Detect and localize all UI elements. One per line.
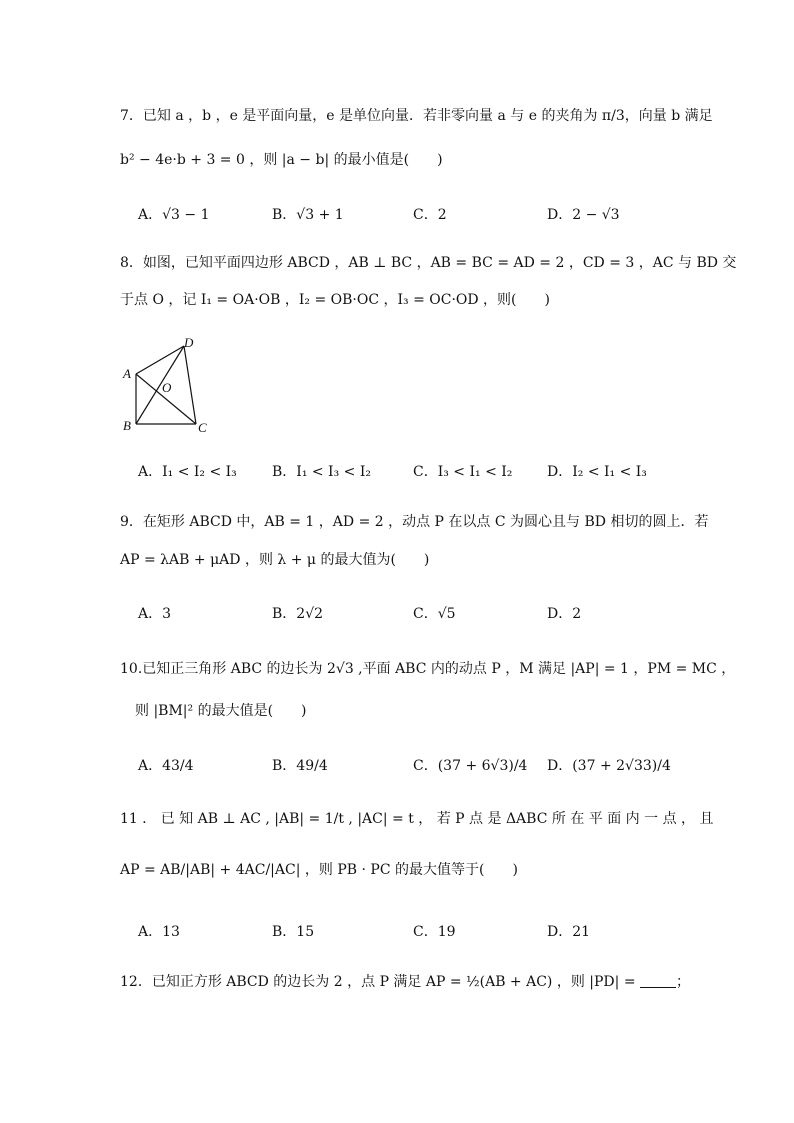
q8-option-a: A．I₁ < I₂ < I₃ (138, 464, 237, 480)
q8-option-d: D．I₂ < I₁ < I₃ (547, 464, 647, 480)
q9-option-a: A．3 (138, 606, 172, 622)
q9-line1: 9．在矩形 ABCD 中，AB = 1 ，AD = 2 ，动点 P 在以点 C 为圆心且与 BD 相切的圆上．若 (120, 514, 709, 530)
q11-option-b: B．15 (272, 924, 315, 940)
q12-line1 (120, 972, 690, 992)
q11-line2: AP = AB/|AB| + 4AC/|AC| ，则 PB · PC 的最大值等于( ) (120, 862, 518, 878)
q9-option-b: B．2√2 (272, 606, 324, 622)
q7-option-d: D．2 − √3 (547, 207, 620, 223)
q7-line1: 7．已知 a ，b ，e 是平面向量，e 是单位向量．若非零向量 a 与 e 的夹角为 π/3，向量 b 满足 (120, 108, 713, 124)
diagonal-bd (136, 346, 184, 424)
q11-option-d: D．21 (547, 924, 591, 940)
label-o: O (162, 380, 172, 395)
q10-line1: 10.已知正三角形 ABC 的边长为 2√3 ,平面 ABC 内的动点 P ，M 满足 |AP| = 1 ，PM = MC ， (120, 661, 736, 677)
q11-option-a: A．13 (138, 924, 180, 940)
label-b: B (123, 418, 131, 433)
q10-option-d: D．(37 + 2√33)/4 (547, 758, 671, 774)
segment-da (136, 346, 184, 374)
q9-line2: AP = λAB + μAD ，则 λ + μ 的最大值为( ) (120, 552, 430, 568)
q11-option-c: C．19 (413, 924, 456, 940)
label-d: D (184, 335, 194, 350)
segment-cd (184, 346, 196, 424)
q7-option-b: B．√3 + 1 (272, 207, 344, 223)
q9-option-c: C．√5 (413, 606, 456, 622)
q10-option-b: B．49/4 (272, 758, 328, 774)
q12-text: 12．已知正方形 ABCD 的边长为 2 ，点 P 满足 AP = ½(AB + AC) ，则 |PD| = (120, 974, 641, 990)
label-c: C (198, 420, 207, 435)
q8-option-c: C．I₃ < I₁ < I₂ (413, 464, 513, 480)
q7-option-a: A．√3 − 1 (138, 207, 210, 223)
q10-line2: 则 |BM|² 的最大值是( ) (135, 703, 307, 719)
q9-option-d: D．2 (547, 606, 582, 622)
q10-option-c: C．(37 + 6√3)/4 (413, 758, 528, 774)
q8-line1: 8．如图，已知平面四边形 ABCD ，AB ⊥ BC ，AB = BC = AD = 2 ，CD = 3 ，AC 与 BD 交 (120, 255, 737, 271)
q10-option-a: A．43/4 (138, 758, 194, 774)
q7-line2: b² − 4e·b + 3 = 0 ，则 |a − b| 的最小值是( ) (120, 152, 443, 168)
q12-answer-blank (640, 973, 676, 988)
q12-tail: ； (676, 974, 691, 990)
q8-line2: 于点 O ，记 I₁ = OA·OB ，I₂ = OB·OC ，I₃ = OC·OD ，则( ) (120, 292, 550, 308)
quadrilateral-figure (118, 334, 218, 439)
label-a: A (123, 366, 131, 381)
q11-line1: 11 ． 已 知 AB ⊥ AC , |AB| = 1/t , |AC| = t ， 若 P 点 是 ΔABC 所 在 平 面 内 一 点 ， 且 (120, 811, 714, 827)
q7-option-c: C．2 (413, 207, 447, 223)
q8-option-b: B．I₁ < I₃ < I₂ (272, 464, 371, 480)
